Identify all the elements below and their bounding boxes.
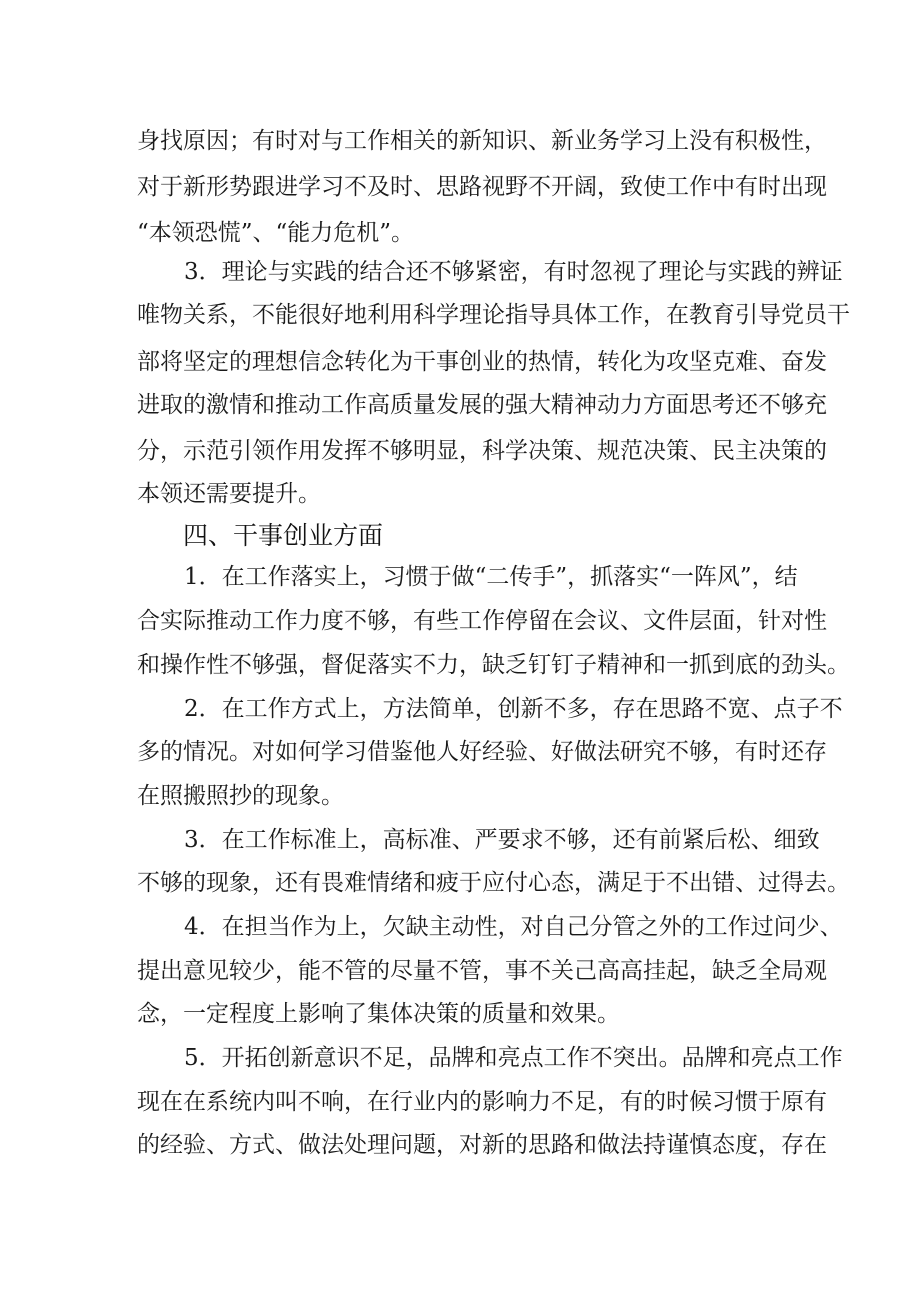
paragraph-first-line: 3．理论与实践的结合还不够紧密，有时忽视了理论与实践的辨证 (184, 259, 843, 285)
paragraph-first-line: 4．在担当作为上，欠缺主动性，对自己分管之外的工作过问少、 (184, 914, 843, 940)
text-line: 和操作性不够强，督促落实不力，缺乏钉钉子精神和一抓到底的劲头。 (137, 652, 850, 678)
text-line: 提出意见较少，能不管的尽量不管，事不关己高高挂起，缺乏全局观 (137, 958, 827, 984)
section-heading: 四、干事创业方面 (183, 521, 384, 550)
paragraph-first-line: 5．开拓创新意识不足，品牌和亮点工作不突出。品牌和亮点工作 (184, 1045, 843, 1071)
paragraph-first-line: 1．在工作落实上，习惯于做“二传手”，抓落实“一阵风”，结 (184, 564, 798, 590)
text-line: 现在在系统内叫不响，在行业内的影响力不足，有的时候习惯于原有 (137, 1089, 827, 1115)
text-line: 分，示范引领作用发挥不够明显，科学决策、规范决策、民主决策的 (137, 438, 827, 464)
paragraph-first-line: 3．在工作标准上，高标准、严要求不够，还有前紧后松、细致 (184, 827, 820, 853)
text-line: 的经验、方式、做法处理问题，对新的思路和做法持谨慎态度，存在 (137, 1132, 827, 1158)
text-line: 进取的激情和推动工作高质量发展的强大精神动力方面思考还不够充 (137, 392, 827, 418)
text-line: 本领还需要提升。 (137, 481, 321, 507)
text-line: 念，一定程度上影响了集体决策的质量和效果。 (137, 1001, 620, 1027)
text-line: 唯物关系，不能很好地利用科学理论指导具体工作，在教育引导党员干 (137, 302, 850, 328)
text-line: “本领恐慌”、“能力危机”。 (137, 220, 415, 246)
text-line: 在照搬照抄的现象。 (137, 783, 344, 809)
text-line: 合实际推动工作力度不够，有些工作停留在会议、文件层面，针对性 (137, 608, 827, 634)
text-line: 对于新形势跟进学习不及时、思路视野不开阔，致使工作中有时出现 (137, 174, 827, 200)
text-line: 部将坚定的理想信念转化为干事创业的热情，转化为攻坚克难、奋发 (137, 349, 827, 375)
text-line: 身找原因；有时对与工作相关的新知识、新业务学习上没有积极性， (137, 128, 827, 154)
paragraph-first-line: 2．在工作方式上，方法简单，创新不多，存在思路不宽、点子不 (184, 696, 843, 722)
text-line: 不够的现象，还有畏难情绪和疲于应付心态，满足于不出错、过得去。 (137, 870, 850, 896)
text-line: 多的情况。对如何学习借鉴他人好经验、好做法研究不够，有时还存 (137, 739, 827, 765)
